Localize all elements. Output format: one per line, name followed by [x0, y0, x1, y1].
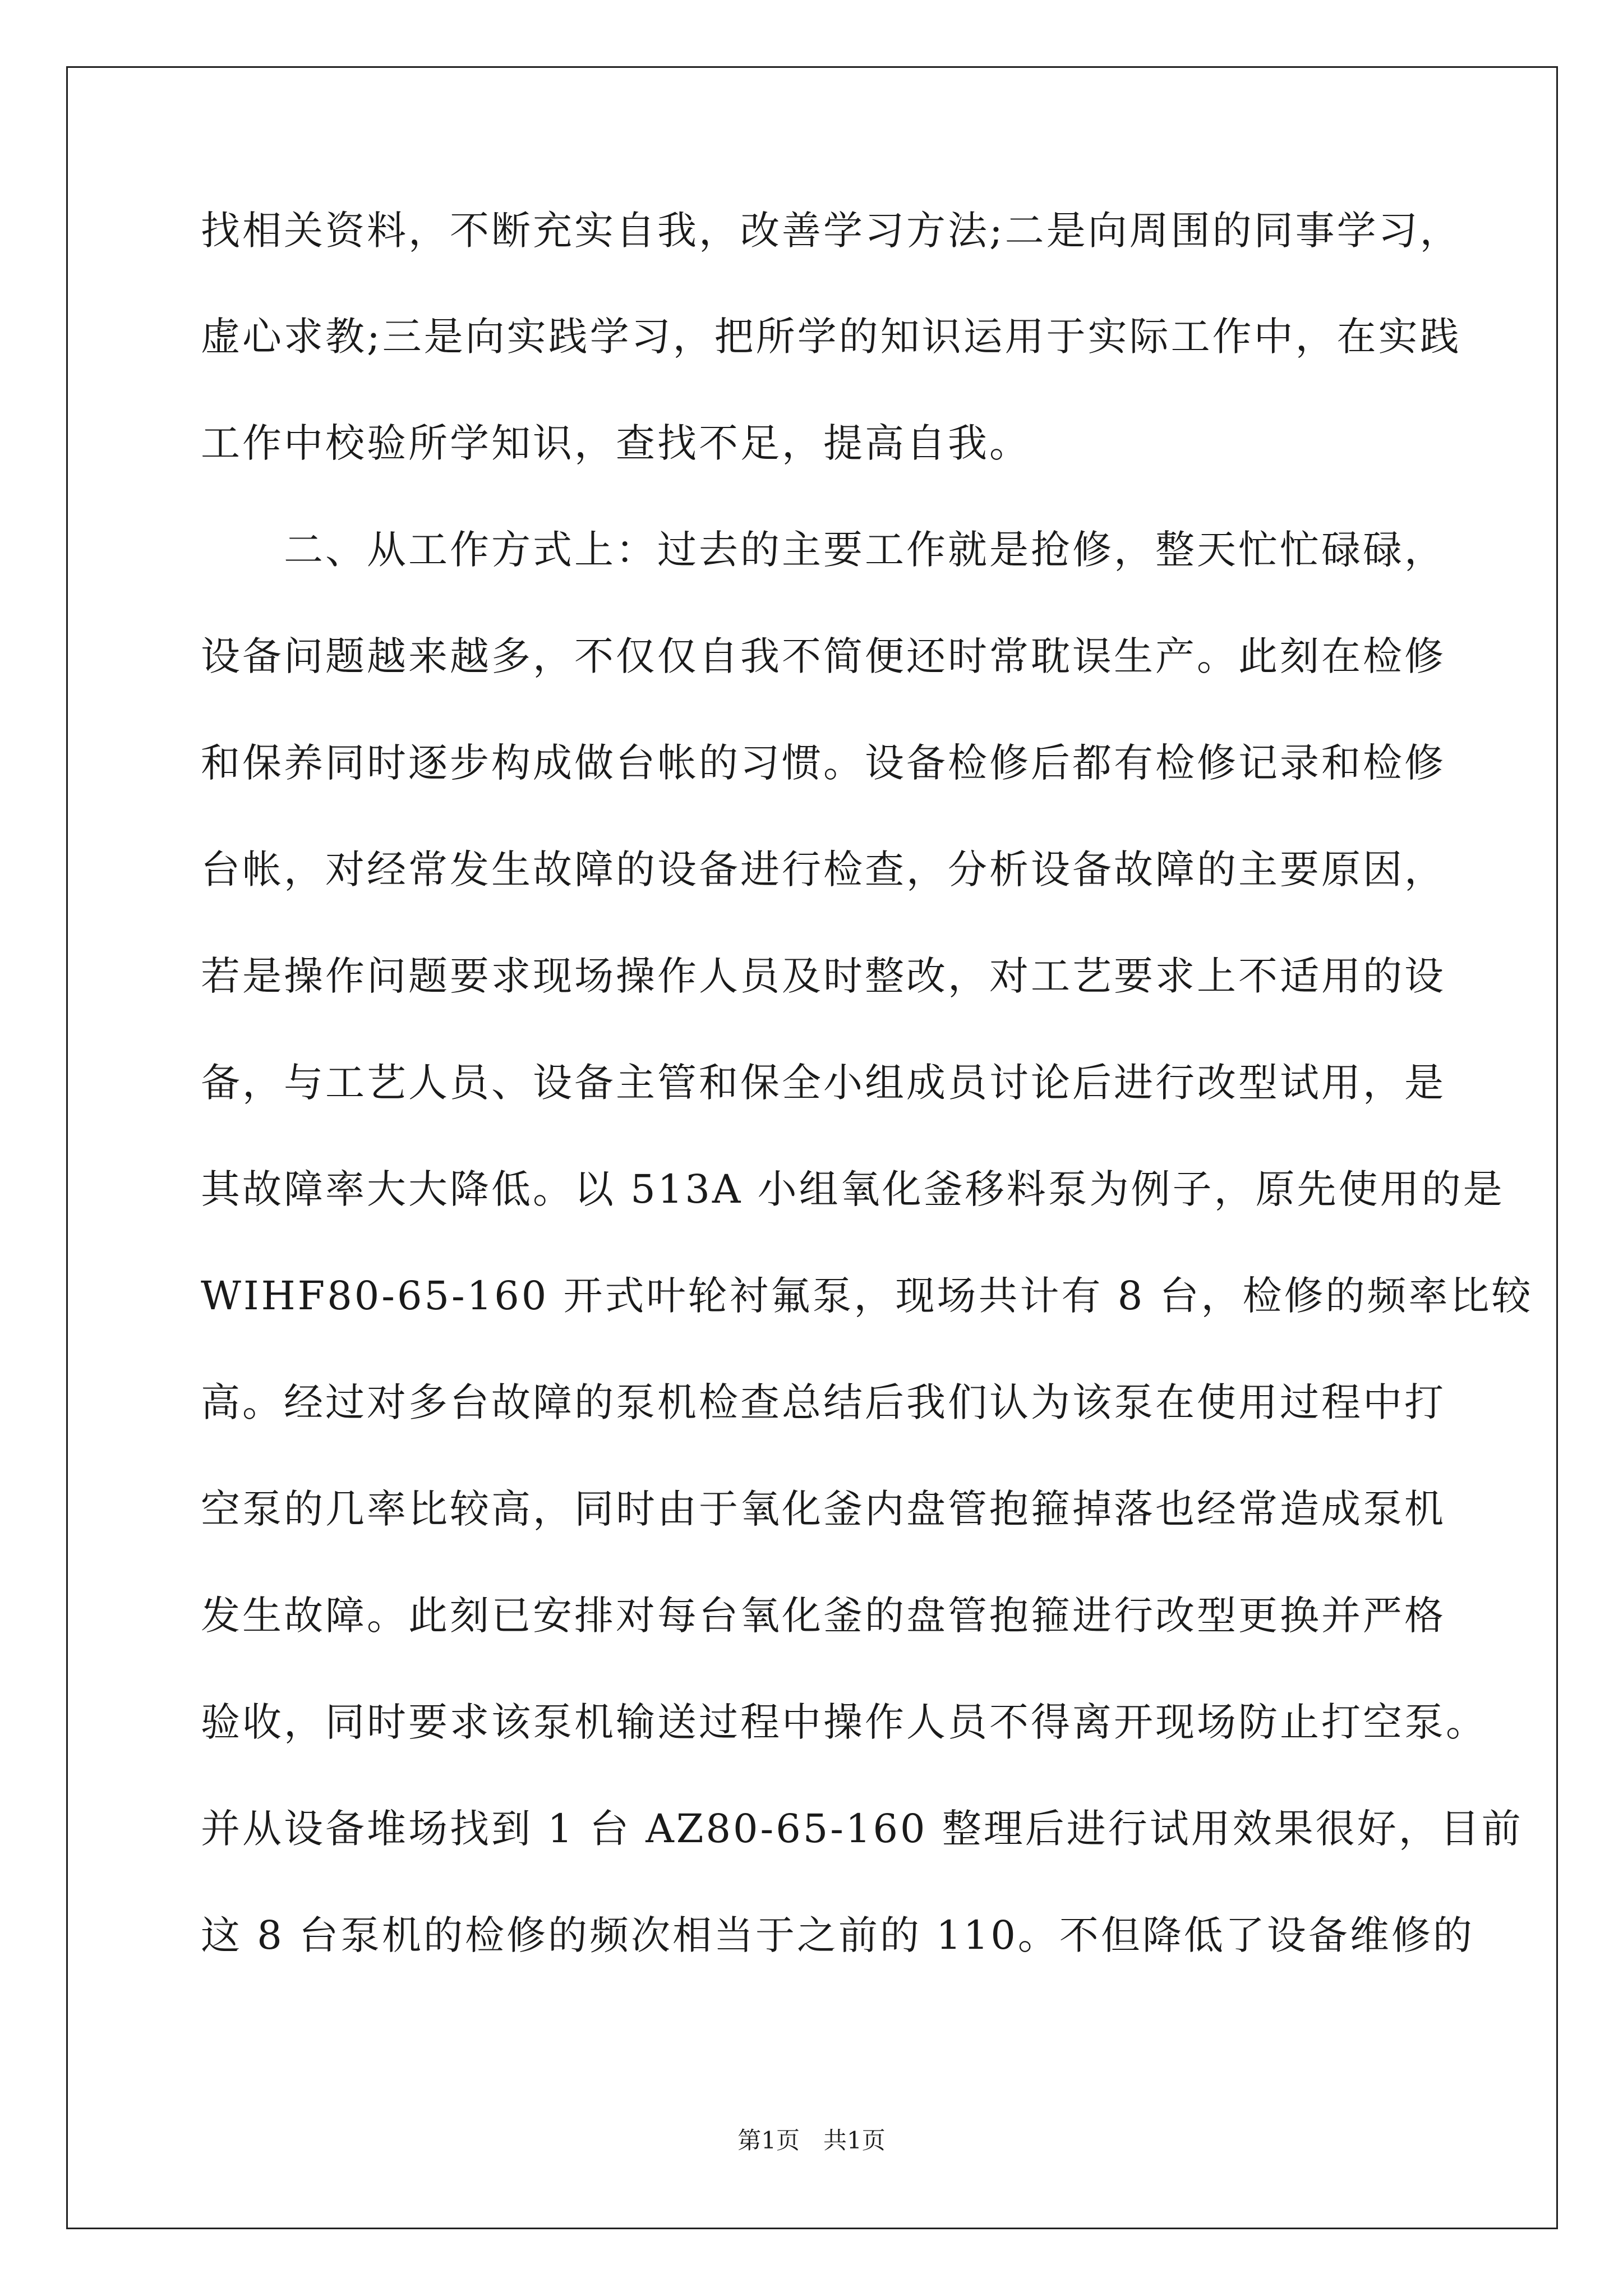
text-line: 验收，同时要求该泵机输送过程中操作人员不得离开现场防止打空泵。 [201, 1699, 1487, 1745]
text-line: 虚心求教;三是向实践学习，把所学的知识运用于实际工作中，在实践 [201, 314, 1461, 360]
page-border [66, 66, 1558, 2229]
text-line: 设备问题越来越多，不仅仅自我不简便还时常耽误生产。此刻在检修 [201, 633, 1446, 679]
text-line: 并从设备堆场找到 1 台 AZ80-65-160 整理后进行试用效果很好，目前 [201, 1806, 1523, 1852]
text-line: 工作中校验所学知识，查找不足，提高自我。 [201, 420, 1031, 466]
text-line: 台帐，对经常发生故障的设备进行检查，分析设备故障的主要原因， [201, 846, 1446, 892]
text-line: 和保养同时逐步构成做台帐的习惯。设备检修后都有检修记录和检修 [201, 740, 1446, 786]
text-line: 备，与工艺人员、设备主管和保全小组成员讨论后进行改型试用，是 [201, 1060, 1446, 1106]
text-line: WIHF80-65-160 开式叶轮衬氟泵，现场共计有 8 台，检修的频率比较 [201, 1273, 1533, 1319]
text-line: 其故障率大大降低。以 513A 小组氧化釜移料泵为例子，原先使用的是 [201, 1166, 1505, 1212]
text-line: 发生故障。此刻已安排对每台氧化釜的盘管抱箍进行改型更换并严格 [201, 1593, 1446, 1639]
text-line: 二、从工作方式上：过去的主要工作就是抢修，整天忙忙碌碌， [201, 527, 1446, 573]
page-footer: 第1页 共1页 [737, 2127, 886, 2154]
text-line: 这 8 台泵机的检修的频次相当于之前的 110。不但降低了设备维修的 [201, 1912, 1474, 1958]
text-line: 高。经过对多台故障的泵机检查总结后我们认为该泵在使用过程中打 [201, 1379, 1446, 1425]
text-line: 找相关资料，不断充实自我，改善学习方法;二是向周围的同事学习， [201, 208, 1461, 254]
text-line: 若是操作问题要求现场操作人员及时整改，对工艺要求上不适用的设 [201, 953, 1446, 999]
text-line: 空泵的几率比较高，同时由于氧化釜内盘管抱箍掉落也经常造成泵机 [201, 1486, 1446, 1532]
